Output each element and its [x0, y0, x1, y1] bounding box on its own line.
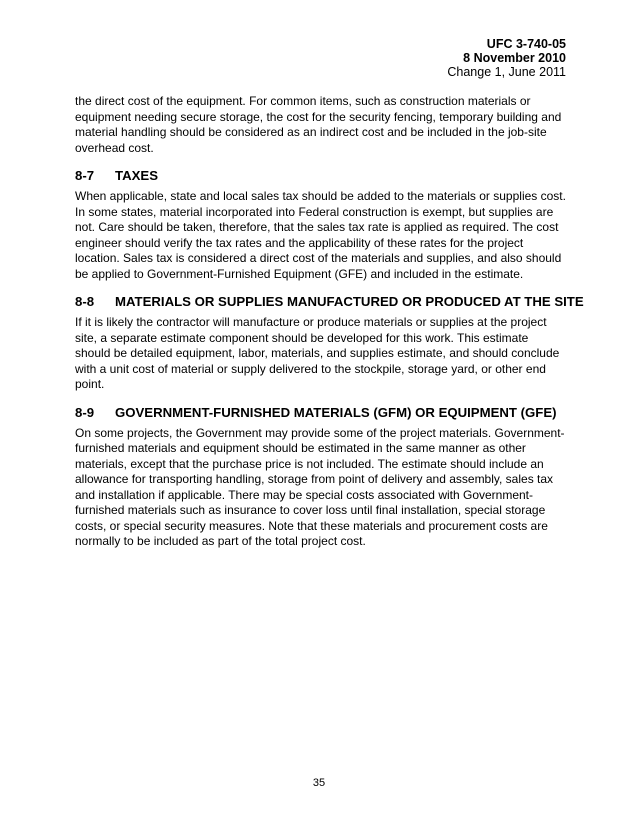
page-number: 35 [312, 777, 326, 789]
section-title: MATERIALS OR SUPPLIES MANUFACTURED OR PRODUCED AT THE SITE [115, 294, 584, 309]
page-header [447, 37, 566, 79]
change-note: Change 1, June 2011 [447, 65, 566, 79]
section-taxes [75, 168, 567, 282]
section-heading [75, 168, 567, 184]
section-number: 8-8 [75, 294, 95, 309]
section-government-furnished [75, 405, 567, 550]
section-number: 8-7 [75, 168, 95, 183]
document-body [75, 94, 584, 550]
intro-paragraph: the direct cost of the equipment. For common items, such as construction materials or equipment needing secure storage, the cost for the security fencing, temporary building and material handling should be considered as an indirect cost and be included in the job-site overhead cost. [75, 94, 562, 155]
document-date: 8 November 2010 [463, 51, 566, 65]
section-paragraph: On some projects, the Government may provide some of the project materials. Government-furnished materials and equipment should be estimated in the same manner as other materials, except that the purchase price is not included. The estimate should include an allowance for transporting handling, storage from point of delivery and assembly, sales tax and installation if applicable. There may be special costs associated with Government-furnished materials such as insurance to cover loss until final installation, special storage costs, or special security measures. Note that these materials and procurement costs are normally to be included as part of the total project cost. [75, 425, 565, 548]
section-title: GOVERNMENT-FURNISHED MATERIALS (GFM) OR EQUIPMENT (GFE) [115, 404, 557, 420]
section-heading [75, 405, 567, 421]
section-title: TAXES [115, 168, 158, 183]
section-paragraph: If it is likely the contractor will manufacture or produce materials or supplies at the project site, a separate estimate component should be developed for this work. This estimate should be detailed equipment, labor, materials, and supplies estimate, and should conclude with a unit cost of material or supply delivered to the stockpile, storage yard, or other end point. [75, 315, 560, 391]
section-paragraph: When applicable, state and local sales tax should be added to the materials or supplies cost. In some states, material incorporated into Federal construction is exempt, but supplies are not. Care should be taken, therefore, that the sales tax rate is applied as required. The cost engineer should verify the tax rates and the applicability of these rates for the project location. Sales tax is considered a direct cost of the materials and supplies, and also should be applied to Government-Furnished Equipment (GFE) and included in the estimate. [75, 189, 566, 281]
section-number: 8-9 [75, 404, 95, 420]
document-id: UFC 3-740-05 [486, 37, 566, 51]
section-heading [75, 294, 584, 310]
section-site-materials [75, 294, 584, 393]
